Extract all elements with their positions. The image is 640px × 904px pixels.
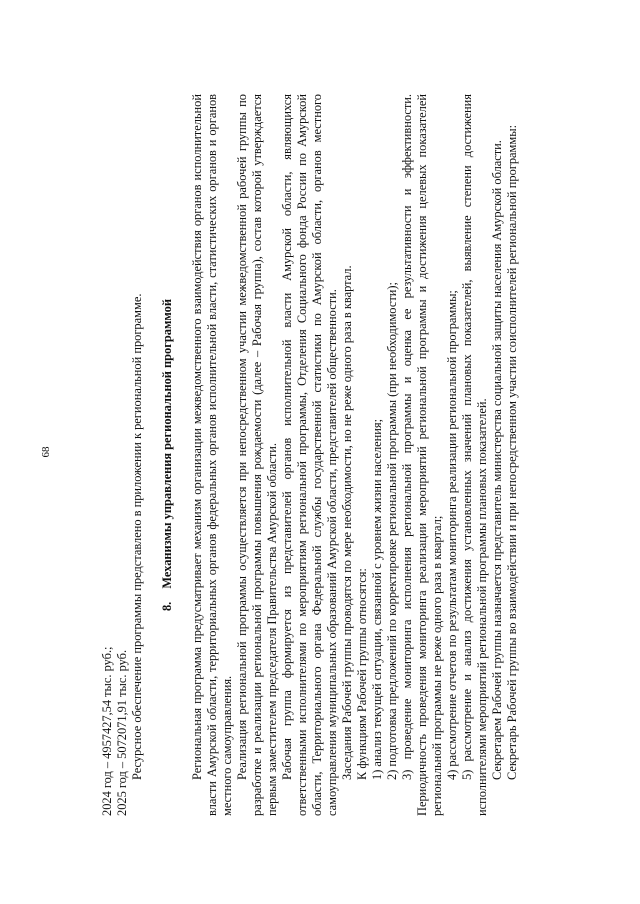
paragraph: Секретарь Рабочей группы во взаимодействии и при непосредственном участии соисполнителей региональной программы: [505, 124, 519, 780]
list-item: 3) проведение мониторинга исполнения региональной программы и оценка ее результативности и эффективности. Периодичность проведения мониторинга реализации мероприятий региональной программы и достижения целевых показателей региональной программы не реже одного раза в квартал; [400, 94, 444, 816]
section-title: Механизмы управления региональной программой [160, 298, 174, 589]
section-number: 8. [160, 601, 174, 612]
paragraph: Рабочая группа формируется из представителей органов исполнительной власти Амурской области, являющихся ответственными исполнителями по мероприятиям региональной программы, Отделения Социального фонда России по Амурской области, Территориального органа Федеральной службы государственной статистики по Амурской области, органов местного самоуправления муниципальных образований Амурской области, представителей общественности. [280, 94, 339, 816]
intro-line: Ресурсное обеспечение программы представлено в приложении к региональной программе. [130, 293, 144, 780]
document-body [100, 94, 520, 816]
intro-line: 2024 год – 4957427,54 тыс. руб.; [100, 646, 114, 816]
paragraph: Региональная программа предусматривает механизм организации межведомственного взаимодействия органов исполнительной власти Амурской области, территориальных органов федеральных органов исполнительной власти, статистических органов и органов местного самоуправления. [190, 94, 234, 816]
list-item: 2) подготовка предложений по корректировке региональной программы (при необходимости); [385, 282, 399, 780]
list-item: 5) рассмотрение и анализ достижения установленных значений плановых показателей, выявление степени достижения исполнителями мероприятий региональной программы плановых показателей. [460, 94, 489, 816]
intro-line: 2025 год – 5072071,91 тыс. руб. [115, 649, 129, 816]
paragraph: Секретарем Рабочей группы назначается представитель министерства социальной защиты населения Амурской области. [490, 140, 504, 780]
paragraph: Реализация региональной программы осуществляется при непосредственном участии межведомственной рабочей группы по разработке и реализации региональной программы повышения рождаемости (далее – Рабочая группа), состав которой утверждается первым заместителем председателя Правительства Амурской области. [235, 94, 279, 816]
page-number: 68 [40, 446, 52, 458]
paragraph: Заседания Рабочей группы проводятся по мере необходимости, но не реже одного раза в квартал. [340, 265, 354, 780]
section-heading [160, 94, 175, 816]
list-item: 4) рассмотрение отчетов по результатам мониторинга реализации региональной программы; [445, 290, 459, 780]
paragraph: К функциям Рабочей группы относятся: [355, 568, 369, 780]
list-item: 1) анализ текущей ситуации, связанной с уровнем жизни населения; [370, 418, 384, 780]
